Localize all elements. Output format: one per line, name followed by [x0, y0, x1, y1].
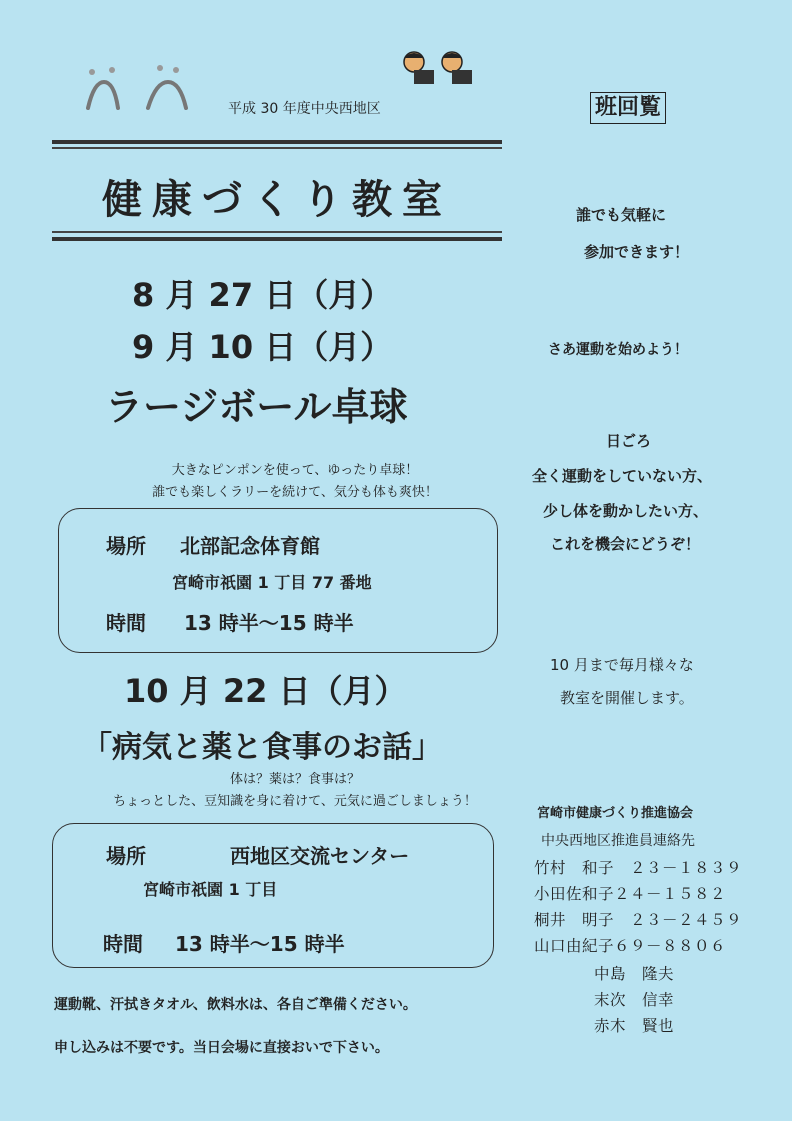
session1-desc1: 大きなピンポンを使って、ゆったり卓球！	[171, 463, 419, 478]
contact-entry: 竹村 和子 ２３－１８３９	[534, 859, 743, 877]
contact-entry: 末次 信幸	[594, 991, 675, 1009]
session2-date: 10 月 22 日（月）	[124, 672, 407, 710]
exercise-figures-illustration	[70, 60, 210, 120]
title-bottom-rule	[52, 237, 502, 241]
session1-date1: 8 月 27 日（月）	[132, 276, 393, 314]
sidebar-msg3d: これを機会にどうぞ！	[550, 535, 701, 553]
sidebar-msg1a: 誰でも気軽に	[576, 206, 667, 224]
session1-address: 宮崎市祇園 1 丁目 77 番地	[172, 573, 372, 592]
footer-note-1: 運動靴、汗拭きタオル、飲料水は、各自ご準備ください。	[54, 997, 417, 1013]
session2-desc2: ちょっとした、豆知識を身に着けて、元気に過ごしましょう！	[113, 794, 477, 809]
session1-date2: 9 月 10 日（月）	[132, 328, 393, 366]
contact-entry: 山口由紀子６９－８８０６	[534, 937, 727, 955]
page-title: 健康づくり教室	[102, 177, 452, 223]
sidebar-msg4a: 10 月まで毎月様々な	[550, 656, 694, 674]
circulation-stamp: 班回覧	[590, 92, 666, 124]
session1-time-value: 13 時半～15 時半	[184, 611, 354, 635]
footer-note-2: 申し込みは不要です。当日会場に直接おいで下さい。	[54, 1040, 389, 1056]
session1-place-name: 北部記念体育館	[180, 534, 320, 558]
sidebar-msg4b: 教室を開催します。	[560, 689, 694, 707]
session2-time-value: 13 時半～15 時半	[175, 932, 345, 956]
header-subtitle: 平成 30 年度中央西地区	[228, 101, 381, 117]
title-top-rule	[52, 140, 502, 144]
title-top-rule-thin	[52, 147, 502, 149]
sidebar-msg3c: 少し体を動かしたい方、	[543, 502, 709, 520]
contact-entry: 赤木 賢也	[594, 1017, 675, 1035]
sidebar-msg2: さあ運動を始めよう！	[548, 342, 688, 358]
contact-entry: 中島 隆夫	[594, 965, 675, 983]
session2-activity: 「病気と薬と食事のお話」	[82, 730, 442, 765]
session1-place-label: 場所	[106, 534, 146, 558]
sidebar-msg3b: 全く運動をしていない方、	[532, 467, 713, 485]
contact-entry: 桐井 明子 ２３－２４５９	[534, 911, 743, 929]
session1-time-label: 時間	[106, 611, 146, 635]
title-bottom-rule-thin	[52, 231, 502, 233]
session2-time-label: 時間	[103, 932, 143, 956]
contact-title: 中央西地区推進員連絡先	[541, 833, 695, 849]
people-illustration	[398, 48, 478, 88]
session1-activity: ラージボール卓球	[105, 385, 408, 429]
session2-address: 宮崎市祇園 1 丁目	[143, 880, 278, 899]
session1-desc2: 誰でも楽しくラリーを続けて、気分も体も爽快！	[152, 485, 438, 500]
session2-place-name: 西地区交流センター	[230, 844, 410, 868]
session2-desc1: 体は？薬は？食事は？	[229, 772, 360, 787]
contact-entry: 小田佐和子２４－１５８２	[534, 885, 727, 903]
sidebar-msg3a: 日ごろ	[606, 432, 652, 450]
organization-name: 宮崎市健康づくり推進協会	[537, 806, 694, 821]
sidebar-msg1b: 参加できます！	[584, 243, 690, 261]
session2-place-label: 場所	[106, 844, 146, 868]
